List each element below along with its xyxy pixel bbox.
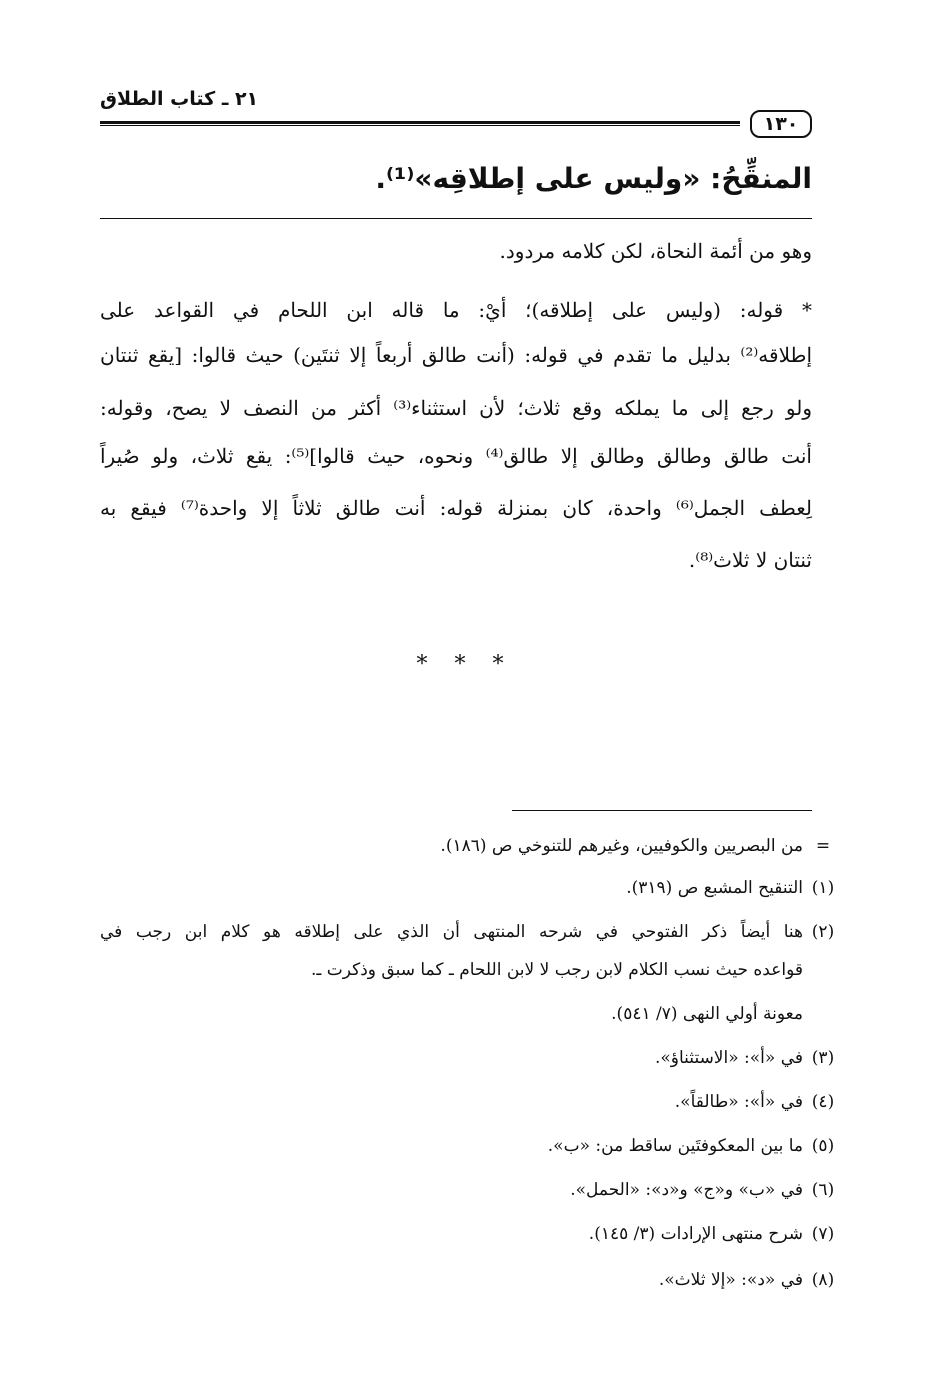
footnote-text: من البصريين والكوفيين، وغيرهم للتنوخي ص (١٨٦). (440, 836, 803, 856)
body-line: أنت طالق وطالق وطالق إلا طالق⁽⁴⁾ ونحوه، حيث قالوا]⁽⁵⁾: يقع ثلاث، ولو صُيراً (100, 444, 812, 468)
footnote-marker: (٦) (811, 1180, 835, 1200)
body-line: ولو رجع إلى ما يملكه وقع ثلاث؛ لأن استثناء⁽³⁾ أكثر من النصف لا يصح، وقوله: (100, 396, 812, 420)
footnote-text: في «د»: «إلا ثلاث». (658, 1270, 803, 1290)
running-header (100, 88, 812, 138)
body-line: إطلاقه⁽²⁾ بدليل ما تقدم في قوله: (أنت طالق أربعاً إلا ثنتَين) حيث قالوا: [يقع ثنتان (100, 343, 812, 367)
footnote-text: ما بين المعكوفتَين ساقط من: «ب». (547, 1136, 803, 1156)
footnote-rule (512, 810, 812, 811)
footnote-marker: (٥) (811, 1136, 835, 1156)
body-line: ثنتان لا ثلاث⁽⁸⁾. (688, 548, 812, 572)
footnote-text: هنا أيضاً ذكر الفتوحي في شرحه المنتهى أن الذي على إطلاقه هو كلام ابن رجب في (100, 922, 803, 942)
footnote-marker: = (815, 836, 831, 856)
footnote-text: في «أ»: «طالقاً». (674, 1092, 803, 1112)
body-line: لِعطف الجمل⁽⁶⁾ واحدة، كان بمنزلة قوله: أنت طالق ثلاثاً إلا واحدة⁽⁷⁾ فيقع به (100, 496, 813, 520)
body-line: * قوله: (وليس على إطلاقه)؛ أيْ: ما قاله ابن اللحام في القواعد على (100, 298, 812, 322)
page-number: ١٣٠ (750, 110, 812, 138)
footnote-text: قواعده حيث نسب الكلام لابن رجب لا لابن اللحام ـ كما سبق وذكرت ـ. (310, 960, 803, 980)
footnote-marker: (١) (811, 878, 835, 898)
header-rule (100, 121, 740, 126)
footnote-marker: (٧) (811, 1224, 835, 1244)
footnote-marker: (٨) (811, 1270, 835, 1290)
section-heading: المنقِّحُ: «وليس على إطلاقِه»⁽¹⁾. (375, 162, 812, 195)
chapter-title: ٢١ ـ كتاب الطلاق (100, 88, 259, 110)
footnote-marker: (٣) (811, 1048, 835, 1068)
heading-rule (100, 218, 812, 219)
footnote-text: معونة أولي النهى (٧/ ٥٤١). (611, 1004, 803, 1024)
footnote-text: في «أ»: «الاستثناؤ». (654, 1048, 803, 1068)
footnote-text: شرح منتهى الإرادات (٣/ ١٤٥). (588, 1224, 803, 1244)
section-separator: * * * (416, 652, 514, 677)
body-line: وهو من أئمة النحاة، لكن كلامه مردود. (499, 239, 812, 263)
footnote-marker: (٢) (811, 922, 835, 942)
footnote-text: التنقيح المشبع ص (٣١٩). (626, 878, 803, 898)
footnote-text: في «ب» و«ج» و«د»: «الحمل». (570, 1180, 803, 1200)
footnote-marker: (٤) (811, 1092, 835, 1112)
